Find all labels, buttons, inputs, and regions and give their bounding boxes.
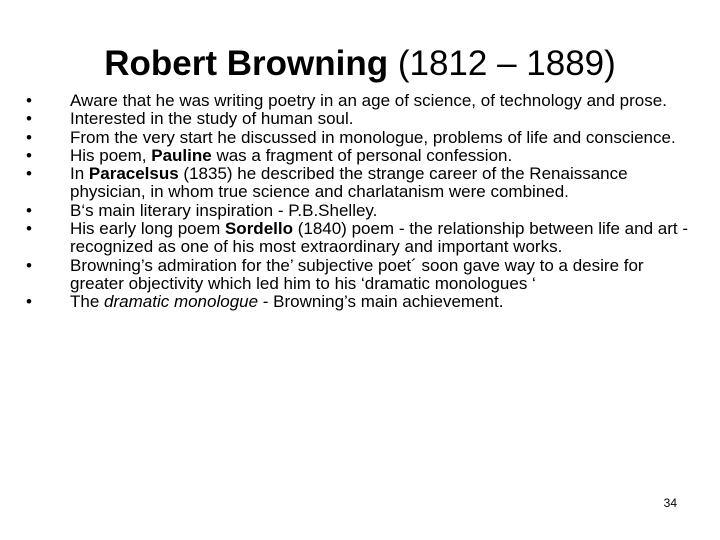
bullet-marker: • <box>26 255 32 275</box>
bullet-list <box>26 92 698 312</box>
bullet-item <box>26 165 698 202</box>
bullet-text: (1835) he described the strange career of the Renaissance physician, in whom true science and charlatanism were combined. <box>70 164 628 202</box>
bullet-marker: • <box>26 292 32 312</box>
page-number: 34 <box>663 496 677 510</box>
bullet-text: (1840) poem - the relationship between life and art - recognized as one of his most extraordinary and important works. <box>70 219 688 257</box>
title-name: Robert Browning <box>104 44 389 83</box>
bullet-text: His early long poem <box>70 219 225 239</box>
bullet-item <box>26 202 698 220</box>
bullet-item <box>26 110 698 128</box>
slide-title <box>0 42 720 86</box>
bullet-text: In <box>70 164 89 184</box>
bullet-item <box>26 147 698 165</box>
bullet-text: His poem, <box>70 145 152 165</box>
bullet-text: - Browning’s main achievement. <box>258 292 504 312</box>
bullet-item <box>26 92 698 110</box>
bullet-text: Aware that he was writing poetry in an age of science, of technology and prose. <box>70 91 667 110</box>
title-dates: (1812 – 1889) <box>397 44 616 83</box>
bullet-emphasis-term: dramatic monologue <box>104 292 259 312</box>
bullet-marker: • <box>26 145 32 165</box>
bullet-marker: • <box>26 219 32 239</box>
bullet-item <box>26 129 698 147</box>
bullet-marker: • <box>26 91 32 110</box>
bullet-marker: • <box>26 200 32 220</box>
bullet-marker: • <box>26 164 32 184</box>
bullet-marker: • <box>26 109 32 129</box>
bullet-marker: • <box>26 127 32 147</box>
bullet-emphasis-title: Pauline <box>151 145 212 165</box>
bullet-text: was a fragment of personal confession. <box>211 145 513 165</box>
bullet-text: B‘s main literary inspiration - P.B.Shelley. <box>70 200 378 220</box>
bullet-item <box>26 220 698 257</box>
bullet-text: From the very start he discussed in monologue, problems of life and conscience. <box>70 127 676 147</box>
bullet-emphasis-title: Sordello <box>224 219 293 239</box>
bullet-item <box>26 293 698 311</box>
bullet-text: Interested in the study of human soul. <box>70 109 354 129</box>
bullet-text: The <box>70 292 105 312</box>
bullet-text: Browning’s admiration for the’ subjective poet´ soon gave way to a desire for greater objectivity which led him to his ‘dramatic monologues ‘ <box>70 255 644 293</box>
bullet-emphasis-title: Paracelsus <box>88 164 179 184</box>
bullet-item <box>26 257 698 294</box>
